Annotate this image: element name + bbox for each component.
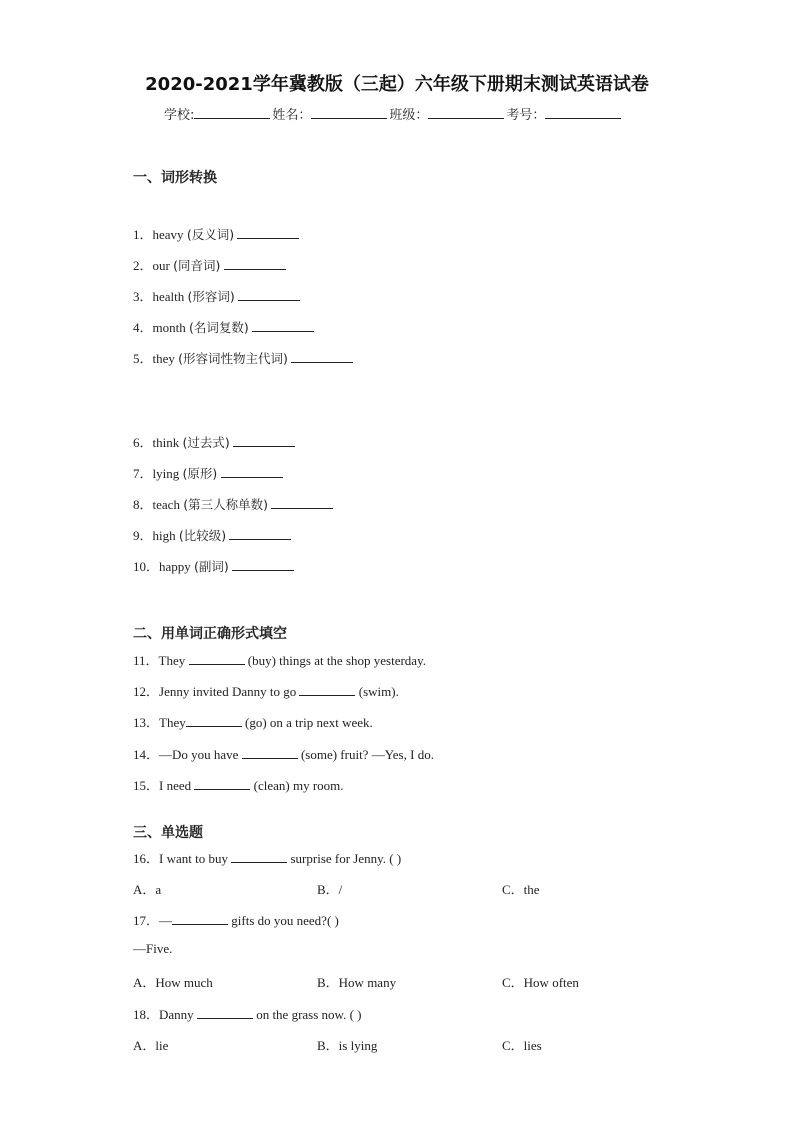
name-blank[interactable] — [311, 106, 387, 119]
answer-blank[interactable] — [197, 1008, 253, 1019]
question-11 — [133, 650, 426, 669]
question-8 — [133, 494, 333, 513]
answer-blank[interactable] — [233, 436, 295, 447]
school-label: 学校: — [164, 108, 195, 123]
question-number: 10． — [133, 559, 160, 574]
question-text-start: —Do you have — [159, 747, 239, 762]
answer-blank[interactable] — [172, 914, 228, 925]
section-heading-word-forms: 一、词形转换 — [133, 170, 217, 186]
question-3 — [133, 286, 300, 305]
question-hint: (形容词) — [187, 289, 235, 304]
page-title: 2020-2021学年冀教版（三起）六年级下册期末测试英语试卷 — [145, 74, 649, 95]
question-number: 6． — [133, 435, 153, 450]
question-1 — [133, 224, 299, 243]
question-hint: (副词) — [194, 559, 229, 574]
question-word: they — [152, 351, 175, 366]
question-text-end: (buy) things at the shop yesterday. — [247, 653, 426, 668]
question-4 — [133, 317, 314, 336]
class-label: 班级： — [389, 108, 429, 123]
question-number: 13． — [133, 715, 160, 730]
question-14 — [133, 744, 434, 763]
question-number: 9． — [133, 528, 153, 543]
question-text-start: I need — [159, 778, 192, 793]
question-hint: (反义词) — [186, 227, 235, 242]
question-hint: (过去式) — [182, 435, 230, 450]
question-hint: (名词复数) — [189, 320, 249, 335]
question-15 — [133, 775, 344, 794]
question-hint: (比较级) — [178, 528, 227, 543]
question-text-end: (go) on a trip next week. — [244, 715, 373, 730]
question-word: teach — [152, 497, 180, 512]
answer-blank[interactable] — [252, 321, 314, 332]
question-number: 2． — [133, 258, 153, 273]
question-text-end: (clean) my room. — [253, 778, 344, 793]
question-16 — [133, 848, 401, 867]
question-text-start: I want to buy — [159, 851, 228, 866]
answer-blank[interactable] — [224, 259, 286, 270]
answer-blank[interactable] — [291, 352, 353, 363]
question-number: 12． — [133, 684, 160, 699]
question-number: 18． — [133, 1007, 160, 1022]
question-7 — [133, 463, 283, 482]
answer-blank[interactable] — [229, 529, 291, 540]
answer-blank[interactable] — [231, 852, 287, 863]
question-text-start: Jenny invited Danny to go — [159, 684, 297, 699]
question-number: 11． — [133, 653, 159, 668]
question-12 — [133, 681, 399, 700]
question-text-start: They — [159, 715, 186, 730]
option-a[interactable]: A．How much — [133, 975, 213, 990]
option-c[interactable]: C．How often — [502, 975, 579, 990]
option-b[interactable]: B．How many — [317, 975, 397, 990]
student-info-line — [164, 104, 623, 123]
name-label: 姓名： — [272, 108, 312, 123]
question-hint: (形容词性物主代词) — [178, 351, 288, 366]
question-word: heavy — [152, 227, 184, 242]
answer-blank[interactable] — [189, 654, 245, 665]
answer-blank[interactable] — [237, 228, 299, 239]
question-number: 17． — [133, 913, 160, 928]
exam-number-label: 考号： — [506, 108, 546, 123]
question-number: 8． — [133, 497, 153, 512]
section-heading-fill-blanks: 二、用单词正确形式填空 — [133, 626, 287, 642]
section-heading-multiple-choice: 三、单选题 — [133, 825, 203, 841]
question-text-end: surprise for Jenny. ( ) — [290, 851, 402, 866]
question-hint: (原形) — [182, 466, 218, 481]
question-number: 1． — [133, 227, 153, 242]
option-a[interactable]: A．a — [133, 882, 162, 897]
question-number: 15． — [133, 778, 160, 793]
answer-blank[interactable] — [232, 560, 294, 571]
question-word: lying — [152, 466, 180, 481]
answer-blank[interactable] — [238, 290, 300, 301]
option-b[interactable]: B．/ — [317, 882, 343, 897]
question-9 — [133, 525, 291, 544]
answer-blank[interactable] — [271, 498, 333, 509]
question-2 — [133, 255, 286, 274]
question-number: 14． — [133, 747, 160, 762]
question-number: 7． — [133, 466, 153, 481]
question-6 — [133, 432, 295, 451]
question-hint: (第三人称单数) — [183, 497, 268, 512]
option-a[interactable]: A．lie — [133, 1038, 169, 1053]
school-blank[interactable] — [194, 106, 270, 119]
question-word: high — [152, 528, 176, 543]
exam-number-blank[interactable] — [545, 106, 621, 119]
question-text-start: Danny — [159, 1007, 194, 1022]
class-blank[interactable] — [428, 106, 504, 119]
option-b[interactable]: B．is lying — [317, 1038, 378, 1053]
question-text-end: on the grass now. ( ) — [256, 1007, 362, 1022]
answer-blank[interactable] — [221, 467, 283, 478]
question-number: 16． — [133, 851, 160, 866]
question-word: happy — [159, 559, 191, 574]
answer-blank[interactable] — [242, 748, 298, 759]
question-text-start: They — [158, 653, 186, 668]
question-number: 3． — [133, 289, 153, 304]
question-word: think — [152, 435, 180, 450]
answer-blank[interactable] — [299, 685, 355, 696]
question-word: health — [152, 289, 185, 304]
question-10 — [133, 556, 294, 575]
answer-blank[interactable] — [186, 716, 242, 727]
question-text-start: — — [159, 913, 173, 928]
question-number: 5． — [133, 351, 153, 366]
question-text-end: (some) fruit? —Yes, I do. — [300, 747, 434, 762]
question-number: 4． — [133, 320, 153, 335]
question-5 — [133, 348, 353, 367]
answer-blank[interactable] — [194, 779, 250, 790]
question-18 — [133, 1004, 362, 1023]
question-hint: (同音词) — [173, 258, 221, 273]
question-text-end: (swim). — [358, 684, 399, 699]
option-c[interactable]: C．the — [502, 882, 540, 897]
question-13 — [133, 712, 373, 731]
question-word: our — [152, 258, 170, 273]
question-17 — [133, 910, 339, 929]
question-word: month — [152, 320, 186, 335]
question-text-end: gifts do you need?( ) — [231, 913, 339, 928]
option-c[interactable]: C．lies — [502, 1038, 542, 1053]
question-17-answer-line: —Five. — [133, 941, 173, 956]
